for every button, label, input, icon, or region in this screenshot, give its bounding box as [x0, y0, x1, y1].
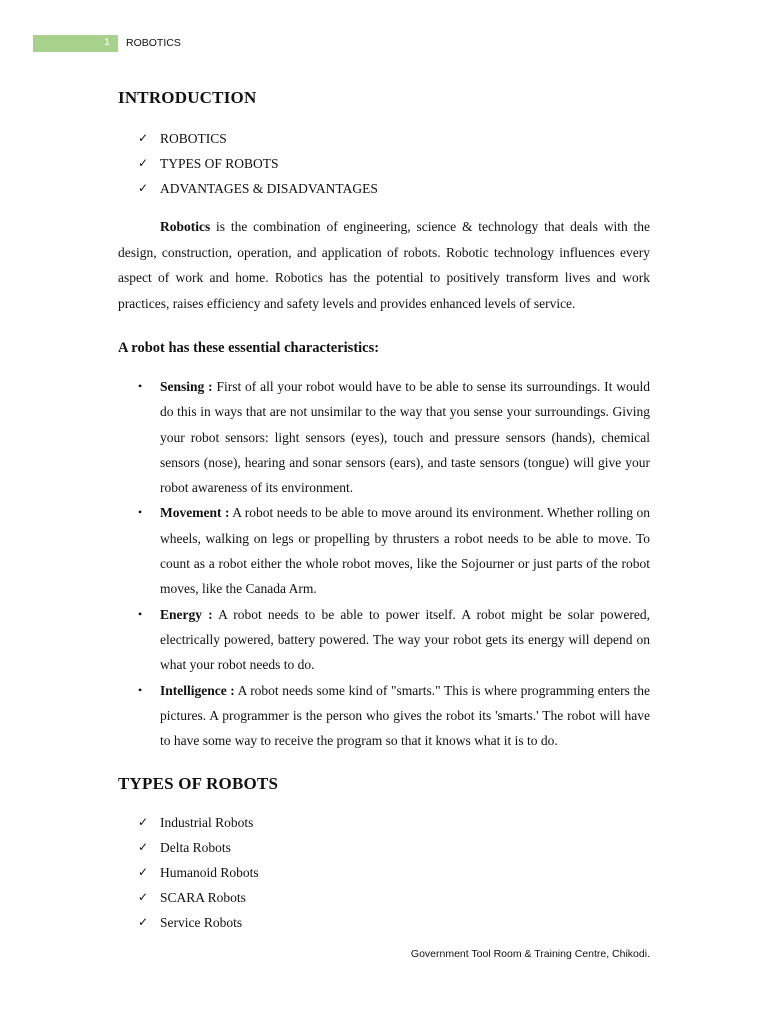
- bullet-dot-icon: •: [138, 606, 143, 621]
- bullet-dot-icon: •: [138, 379, 143, 393]
- intro-heading: INTRODUCTION: [118, 88, 257, 107]
- characteristics-list: [118, 374, 650, 753]
- list-item: ✓ ROBOTICS: [118, 126, 650, 151]
- intro-paragraph: [118, 214, 650, 316]
- characteristics-heading: A robot has these essential characteristics:: [118, 340, 380, 356]
- list-item: • Sensing : First of all your robot would have to be able to sense its surroundings. It would do this in ways that are not unsimilar to the way that you sense your surroundings. Giving your robot sensors: light sensors (eyes), touch and pressure sensors (hands), chemical sensors (nose), hearing and sonar sensors (ears), and taste sensors (tongue) will give your robot awareness of its environment.: [118, 374, 650, 500]
- types-heading: TYPES OF ROBOTS: [118, 774, 279, 794]
- check-icon: ✓: [138, 840, 149, 855]
- list-item: ✓ TYPES OF ROBOTS: [118, 151, 650, 176]
- check-icon: ✓: [138, 890, 149, 905]
- page-content: [118, 86, 650, 935]
- check-icon: ✓: [138, 915, 149, 930]
- check-icon: ✓: [138, 156, 149, 170]
- check-icon: ✓: [138, 865, 149, 880]
- check-icon: ✓: [138, 815, 149, 830]
- list-item: • Movement : A robot needs to be able to move around its environment. Whether rolling on wheels, walking on legs or propelling by thrusters a robot needs to be able to move. To count as a robot either the whole robot moves, like the Sojourner or just parts of the robot moves, like the Canada Arm.: [118, 500, 650, 601]
- bullet-dot-icon: •: [138, 505, 143, 520]
- list-item: ✓ Humanoid Robots: [118, 860, 650, 885]
- page-number: 1: [104, 37, 110, 48]
- intro-check-list: [118, 126, 650, 201]
- list-item: ✓ Industrial Robots: [118, 810, 650, 835]
- list-item: • Intelligence : A robot needs some kind of "smarts." This is where programming enters the pictures. A programmer is the person who gives the robot its 'smarts.' The robot will have to have some way to receive the program so that it knows what it is to do.: [118, 678, 650, 754]
- list-item: ✓ Delta Robots: [118, 835, 650, 860]
- bullet-dot-icon: •: [138, 682, 143, 697]
- list-item: ✓ Service Robots: [118, 910, 650, 935]
- check-icon: ✓: [138, 181, 149, 195]
- intro-paragraph-text: is the combination of engineering, science & technology that deals with the design, construction, operation, and application of robots. Robotic technology influences every aspect of work and home. Robotics has the potential to positively transform lives and work practices, raises efficiency and safety levels and provides enhanced levels of service.: [118, 219, 650, 311]
- list-item: ✓ SCARA Robots: [118, 885, 650, 910]
- intro-paragraph-term: Robotics: [160, 219, 211, 234]
- footer-text: Government Tool Room & Training Centre, Chikodi.: [410, 948, 650, 960]
- header-title: ROBOTICS: [126, 37, 181, 49]
- list-item: • Energy : A robot needs to be able to power itself. A robot might be solar powered, electrically powered, battery powered. The way your robot gets its energy will depend on what your robot needs to do.: [118, 602, 650, 678]
- check-icon: ✓: [138, 131, 149, 145]
- types-check-list: [118, 810, 650, 935]
- list-item: ✓ ADVANTAGES & DISADVANTAGES: [118, 176, 650, 201]
